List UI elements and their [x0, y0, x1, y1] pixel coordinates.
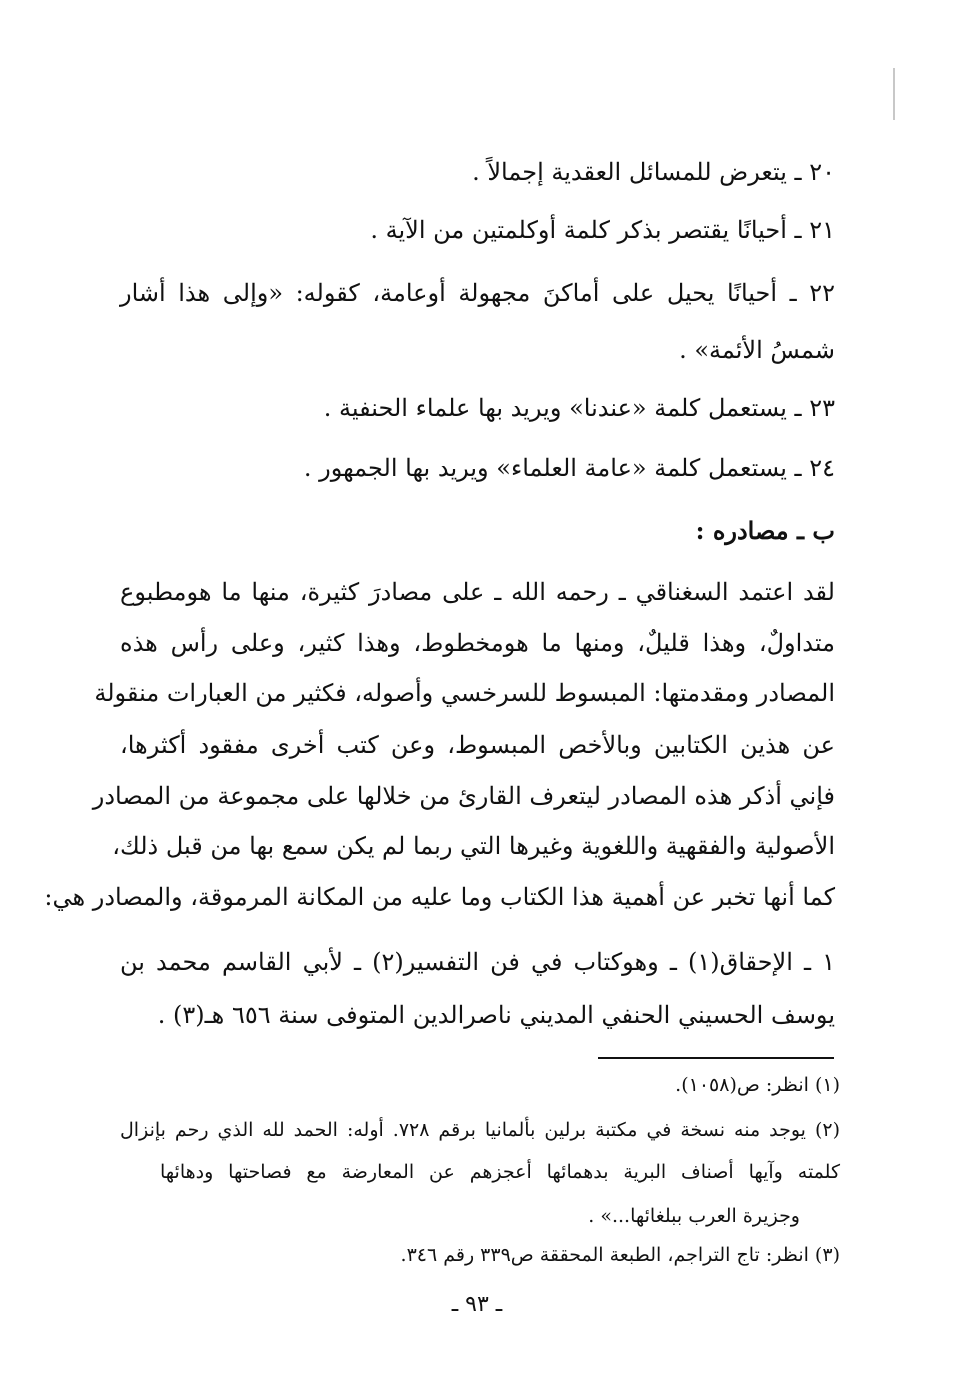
list-item-20: ٢٠ ـ يتعرض للمسائل العقدية إجمالاً . — [472, 158, 835, 186]
list-item-24: ٢٤ ـ يستعمل كلمة «عامة العلماء» ويريد بها الجمهور . — [303, 454, 835, 482]
footnote-3: (٣) انظر: تاج التراجم، الطبعة المحققة ص٣٣٩ رقم ٣٤٦. — [400, 1244, 840, 1266]
source-item-line-1: ١ ـ الإحقاق(١) ـ وهوكتاب في فن التفسير(٢) ـ لأبي القاسم محمد بن — [120, 948, 835, 976]
paragraph-line: فإني أذكر هذه المصادر ليتعرف القارئ من خلالها على مجموعة من المصادر — [92, 782, 835, 810]
list-item-21: ٢١ ـ أحيانًا يقتصر بذكر كلمة أوكلمتين من الآية . — [370, 216, 835, 244]
footnote-2-line-2: كلمته وآيها أصناف البرية بدهمائها أعجزهم عن المعارضة مع فصاحتها ودهائها — [160, 1161, 840, 1183]
paragraph-line: كما أنها تخبر عن أهمية هذا الكتاب وما عليه من المكانة المرموقة، والمصادر هي: — [44, 883, 835, 911]
source-item-line-2: يوسف الحسيني الحنفي المديني ناصرالدين المتوفى سنة ٦٥٦ هـ(٣) . — [157, 1001, 835, 1029]
paragraph-line: عن هذين الكتابين وبالأخص المبسوط، وعن كتب أخرى مفقود أكثرها، — [120, 731, 835, 759]
binding-mark — [893, 68, 895, 120]
footnote-2-line-3: وجزيرة العرب ببلغائها...» . — [588, 1205, 800, 1227]
footnotes — [92, 0, 841, 1280]
paragraph-line: الأصولية والفقهية واللغوية وغيرها التي ربما لم يكن سمع بها من قبل ذلك، — [112, 832, 835, 860]
section-heading: ب ـ مصادره : — [695, 516, 835, 545]
list-item-23: ٢٣ ـ يستعمل كلمة «عندنا» ويريد بها علماء الحنفية . — [323, 394, 835, 422]
paragraph-line: لقد اعتمد السغناقي ـ رحمه الله ـ على مصادرَ كثيرة، منها ما هومطبوع — [120, 578, 835, 606]
footnote-2-line-1: (٢) يوجد منه نسخة في مكتبة برلين بألمانيا برقم ٧٢٨. أوله: الحمد لله الذي رحم بإنزال — [120, 1119, 841, 1141]
page-number: ـ ٩٣ ـ — [451, 1292, 503, 1317]
paragraph-line: المصادر ومقدمتها: المبسوط للسرخسي وأصوله، فكثير من العبارات منقولة — [94, 679, 835, 707]
footnote-1: (١) انظر: ص(١٠٥٨). — [675, 1074, 840, 1096]
paragraph-line: متداولٌ، وهذا قليلٌ، ومنها ما هومخطوط، وهذا كثير، وعلى رأس هذه — [120, 629, 835, 657]
list-item-22-line-2: شمسُ الأئمة» . — [679, 336, 835, 364]
list-item-22-line-1: ٢٢ ـ أحيانًا يحيل على أماكنَ مجهولة أوعامة، كقوله: «وإلى هذا أشار — [120, 279, 835, 307]
